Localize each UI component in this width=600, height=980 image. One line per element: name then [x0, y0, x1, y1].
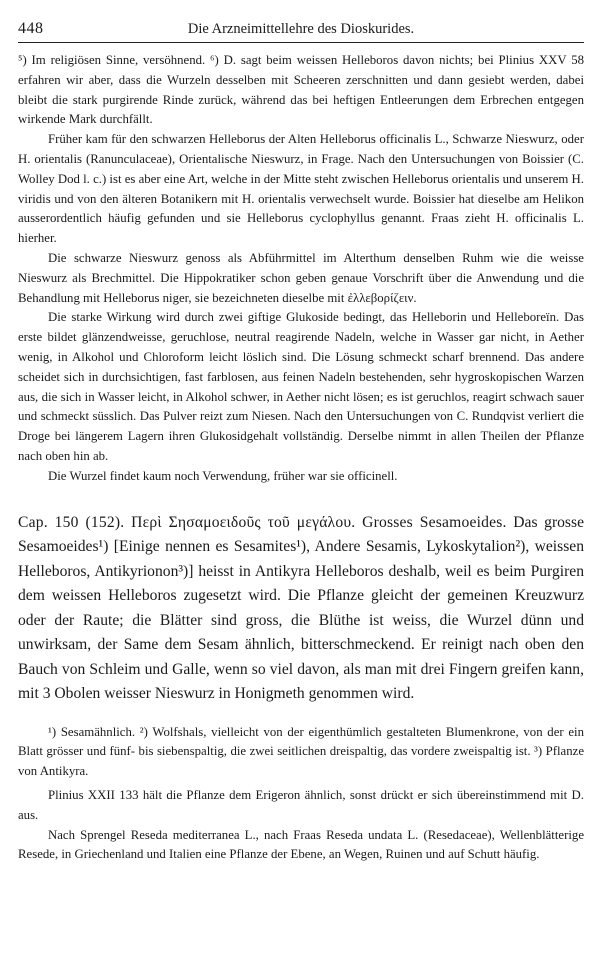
commentary-paragraph: Nach Sprengel Reseda mediterranea L., nach Fraas Reseda undata L. (Resedaceae), Wellenblätterige Resede, in Griechenland und Italien eine Pflanze der Ebene, an Wegen, Ruinen und auf Schutt häufig.	[18, 827, 584, 862]
chapter-heading: Cap. 150 (152). Περὶ Σησαμοειδοῦς τοῦ μεγάλου. Grosses Sesamoeides.	[18, 513, 507, 531]
top-footnote-continuation: ⁵) Im religiösen Sinne, versöhnend. ⁶) D. sagt beim weissen Helleboros davon nichts; bei Plinius XXV 58 erfahren wir aber, dass die Wurzeln desselben mit Scheeren zerschnitten und dann gesiebt werden, dabei bleibt die stark purgirende Rinde zurück, während das bei heftigen Entleerungen dem Erbrechen entgegen wirkende Mark durchfällt.	[18, 53, 584, 127]
commentary-paragraph: Die starke Wirkung wird durch zwei giftige Glukoside bedingt, das Helleborin und Helleboreïn. Das erste bildet glänzendweisse, geruchlose, neutral reagirende Nadeln, welche in Wasser gar nicht, in Aether wenig, in Alkohol und Chloroform leicht löslich sind. Die Lösung schmeckt scharf brennend. Das andere scheidet sich in durchsichtigen, fast farblosen, aus feinen Nadeln bestehenden, sehr hygroskopischen Warzen aus, die sich in Wasser leicht, in Alkohol schwer, in Aether nicht lösen; es ist geruchlos, reagirt schwach sauer und schmeckt süsslich. Das Pulver reizt zum Niesen. Nach den Untersuchungen von C. Rundqvist verliert die Droge bei längerem Lagern ihren Glukosidgehalt vollständig. Derselbe nimmt in allen Theilen der Pflanze nach oben hin ab.	[18, 310, 584, 463]
chapter-text	[18, 511, 584, 707]
chapter-body: Das grosse Sesamoeides¹) [Einige nennen es Sesamites¹), Andere Sesamis, Lykoskytalion²), weissen Helleboros, Antikyrionon³)] heisst in Antikyra Helleboros deshalb, weil es beim Purgiren dem weissen Helleboros zugesetzt wird. Die Pflanze gleicht der gemeinen Kreuzwurz oder der Raute; die Blätter sind gross, die Blüthe ist weiss, die Wurzel dünn und unwirksam, der Same dem Sesam ähnlich, bitterschmeckend. Er reinigt nach oben den Bauch von Schleim und Galle, wenn so viel davon, als man mit drei Fingern greifen kann, mit 3 Obolen weisser Nieswurz in Honigmeth genommen wird.	[18, 513, 584, 703]
page-number: 448	[18, 20, 44, 37]
running-header	[18, 18, 584, 43]
commentary-paragraph: Die Wurzel findet kaum noch Verwendung, früher war sie officinell.	[48, 468, 398, 483]
book-page	[18, 18, 584, 865]
commentary-paragraph: Plinius XXII 133 hält die Pflanze dem Erigeron ähnlich, sonst drückt er sich übereinstimmend mit D. aus.	[18, 787, 584, 822]
running-title: Die Arzneimittellehre des Dioskurides.	[187, 21, 415, 37]
chapter-footnotes: ¹) Sesamähnlich. ²) Wolfshals, vielleicht von der eigenthümlich gestalteten Blumenkrone, von der ein Blatt grösser und fünf- bis siebenspaltig, die zwei seitlichen dreispaltig, das vordere zweispaltig ist. ³) Pflanze von Antikyra.	[18, 724, 584, 779]
commentary-paragraph: Früher kam für den schwarzen Helleborus der Alten Helleborus officinalis L., Schwarze Nieswurz, oder H. orientalis (Ranunculaceae), Orientalische Nieswurz, in Frage. Nach den Untersuchungen von Boissier (C. Wolley Dod l. c.) ist es aber eine Art, welche in der Mitte steht zwischen Helleborus orientalis und unserem H. viridis und von den älteren Botanikern mit H. orientalis verwechselt wurde. Boissier hat dieselbe am Helikon ausserordentlich häufig gefunden und sie Helleborus cyclophyllus genannt. Fraas zieht H. officinalis L. hierher.	[18, 132, 584, 246]
commentary-paragraph: Die schwarze Nieswurz genoss als Abführmittel im Alterthum denselben Ruhm wie die weisse Nieswurz als Brechmittel. Die Hippokratiker schon geben genaue Vorschrift über die Anwendung und die Behandlung mit Helleborus niger, sie bezeichneten dieselbe mit ἐλλεβορίζειν.	[18, 250, 584, 305]
